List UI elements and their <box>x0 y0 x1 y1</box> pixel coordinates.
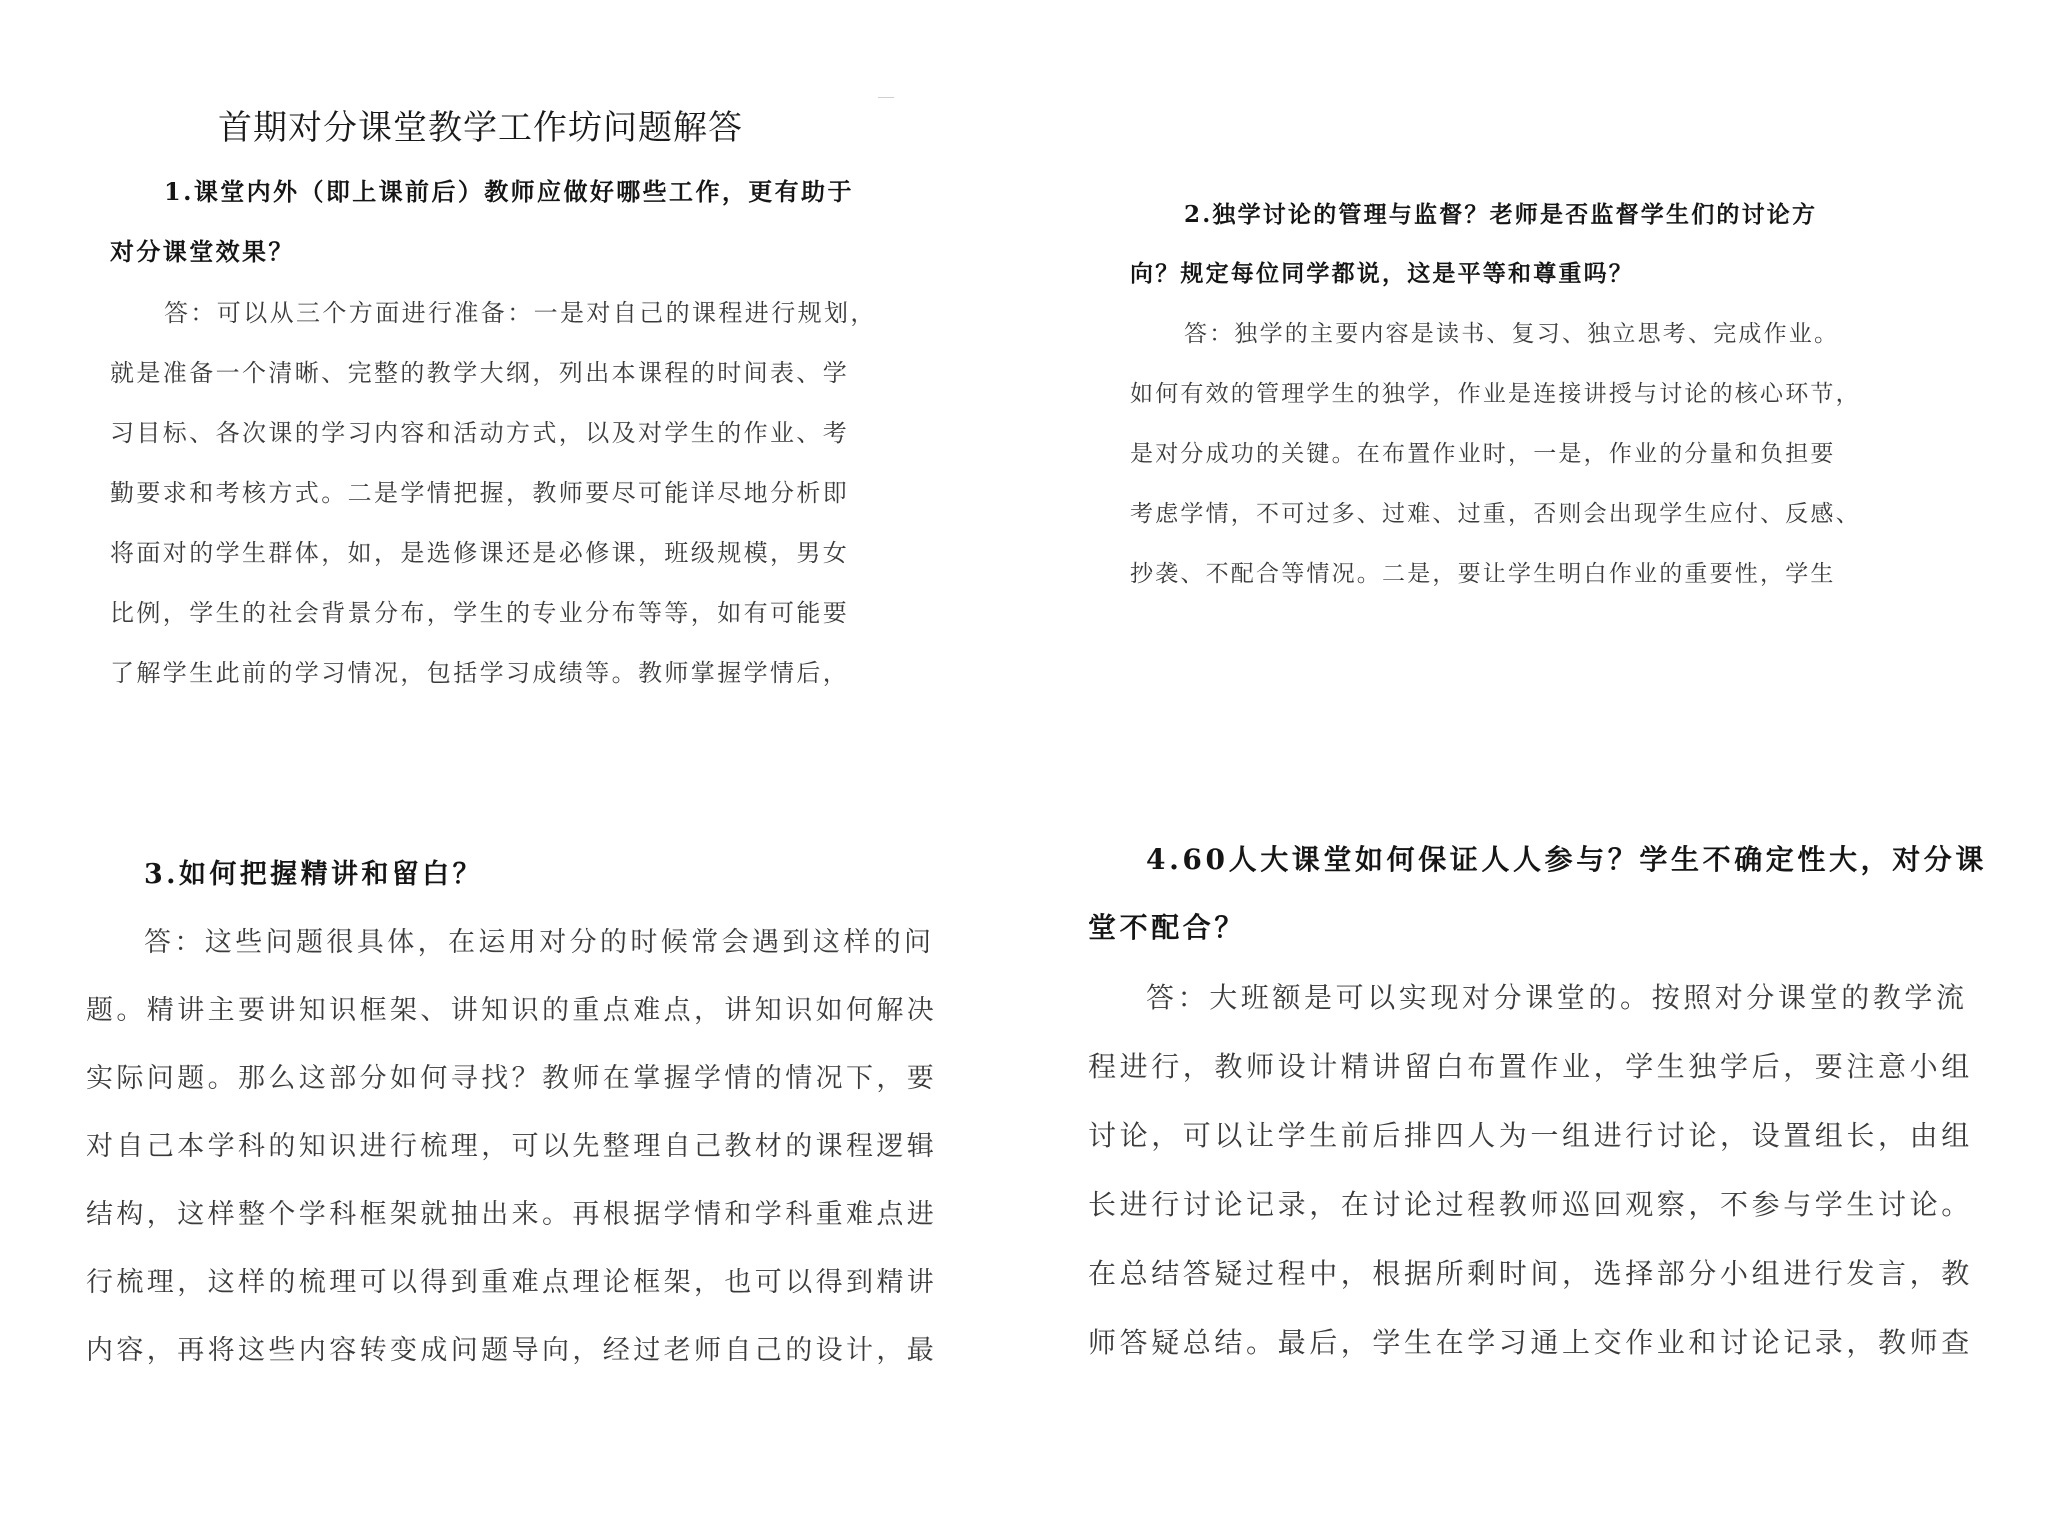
answer-line: 对自己本学科的知识进行梳理，可以先整理自己教材的课程逻辑 <box>86 1131 938 1162</box>
answer-line: 内容，再将这些内容转变成问题导向，经过老师自己的设计，最 <box>86 1335 938 1366</box>
qa-panel-1 <box>110 172 890 692</box>
answer-line: 考虑学情，不可过多、过难、过重，否则会出现学生应付、反感、 <box>1130 501 1861 527</box>
answer-line: 比例，学生的社会背景分布，学生的专业分布等等，如有可能要 <box>110 599 850 627</box>
answer-line: 了解学生此前的学习情况，包括学习成绩等。教师掌握学情后， <box>110 659 850 687</box>
answer-line: 是对分成功的关键。在布置作业时，一是，作业的分量和负担要 <box>1130 441 1836 467</box>
question-line: 4.60人大课堂如何保证人人参与？学生不确定性大，对分课 <box>1146 843 1987 876</box>
question-line: 对分课堂效果？ <box>110 237 295 266</box>
question-line: 3.如何把握精讲和留白？ <box>144 859 483 890</box>
qa-panel-2 <box>1130 196 1910 596</box>
answer-line: 答：独学的主要内容是读书、复习、独立思考、完成作业。 <box>1184 321 1840 347</box>
answer-line: 师答疑总结。最后，学生在学习通上交作业和讨论记录，教师查 <box>1088 1326 1973 1359</box>
qa-panel-4 <box>1088 838 1988 1398</box>
answer-line: 程进行，教师设计精讲留白布置作业，学生独学后，要注意小组 <box>1088 1050 1973 1083</box>
answer-line: 长进行讨论记录，在讨论过程教师巡回观察，不参与学生讨论。 <box>1088 1188 1973 1221</box>
answer-line: 答：这些问题很具体，在运用对分的时候常会遇到这样的问 <box>144 927 935 958</box>
answer-line: 题。精讲主要讲知识框架、讲知识的重点难点，讲知识如何解决 <box>86 995 938 1026</box>
answer-line: 讨论，可以让学生前后排四人为一组进行讨论，设置组长，由组 <box>1088 1119 1973 1152</box>
answer-line: 抄袭、不配合等情况。二是，要让学生明白作业的重要性，学生 <box>1130 561 1836 587</box>
answer-line: 答：可以从三个方面进行准备：一是对自己的课程进行规划， <box>164 299 877 327</box>
question-line: 2.独学讨论的管理与监督？老师是否监督学生们的讨论方 <box>1184 201 1818 228</box>
answer-line: 答：大班额是可以实现对分课堂的。按照对分课堂的教学流 <box>1146 981 1968 1014</box>
question-line: 向？规定每位同学都说，这是平等和尊重吗？ <box>1130 260 1634 287</box>
answer-line: 如何有效的管理学生的独学，作业是连接讲授与讨论的核心环节， <box>1130 381 1861 407</box>
answer-line: 行梳理，这样的梳理可以得到重难点理论框架，也可以得到精讲 <box>86 1267 938 1298</box>
document-title: 首期对分课堂教学工作坊问题解答 <box>218 108 743 148</box>
answer-line: 在总结答疑过程中，根据所剩时间，选择部分小组进行发言，教 <box>1088 1257 1973 1290</box>
answer-line: 将面对的学生群体，如，是选修课还是必修课，班级规模，男女 <box>110 539 850 567</box>
question-line: 1.课堂内外（即上课前后）教师应做好哪些工作，更有助于 <box>164 177 854 206</box>
answer-line: 就是准备一个清晰、完整的教学大纲，列出本课程的时间表、学 <box>110 359 850 387</box>
answer-line: 勤要求和考核方式。二是学情把握，教师要尽可能详尽地分析即 <box>110 479 850 507</box>
qa-panel-3 <box>86 852 966 1392</box>
answer-line: 实际问题。那么这部分如何寻找？教师在掌握学情的情况下，要 <box>86 1063 938 1094</box>
answer-line: 习目标、各次课的学习内容和活动方式，以及对学生的作业、考 <box>110 419 850 447</box>
answer-line: 结构，这样整个学科框架就抽出来。再根据学情和学科重难点进 <box>86 1199 938 1230</box>
scan-mark <box>878 97 894 98</box>
question-line: 堂不配合？ <box>1088 911 1247 944</box>
